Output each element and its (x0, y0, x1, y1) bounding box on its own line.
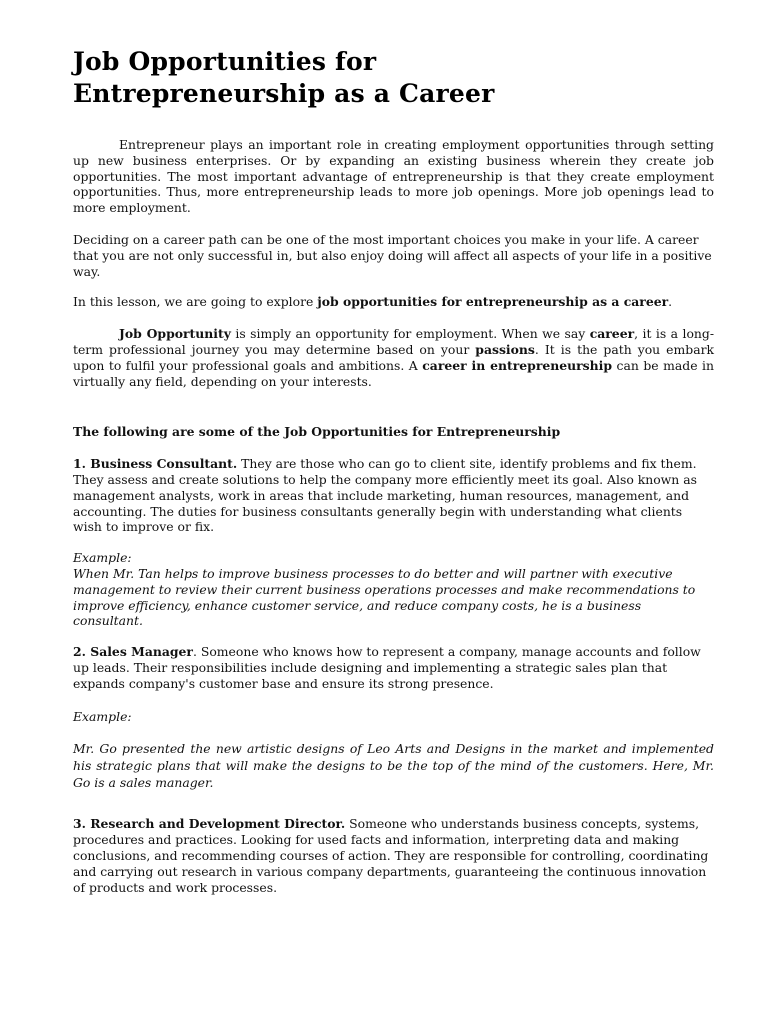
title-line-2: Entrepreneurship as a Career (73, 79, 495, 108)
definition-text-3: . It is the path you embark upon to fulfil your professional goals and ambitions. A (73, 341, 715, 373)
term-career: career (589, 326, 635, 342)
item-3-title: 3. Research and Development Director. (73, 816, 346, 832)
intro-paragraph-3 (73, 294, 714, 310)
document-page (73, 46, 714, 895)
intro-paragraph-1: Entrepreneur plays an important role in creating employment opportunities through setting up new business enterprises. Or by expanding an existing business wherein they create job opportunities. The most important advantage of entrepreneurship is that they create employment opportunities. Thus, more entrepreneurship leads to more job openings. More job openings lead to more employment. (73, 137, 714, 216)
item-research-development-director (73, 816, 714, 895)
definition-text-2: , it is a long-term professional journey you may determine based on your (73, 326, 714, 357)
item-sales-manager (73, 644, 714, 691)
item-1-body: They are those who can go to client site, identify problems and fix them. They assess and create solutions to help the company more efficiently meet its goal. Also known as management analysts, work in areas that include marketing, human resources, management, and accounting. The duties for business consultants generally begin with understanding what clients wish to improve or fix. (73, 456, 697, 535)
item-1-title: 1. Business Consultant. (73, 456, 238, 472)
page-title (73, 46, 714, 110)
intro-paragraph-2: Deciding on a career path can be one of the most important choices you make in your life. A career that you are not only successful in, but also enjoy doing will affect all aspects of your life in a positive way. (73, 231, 712, 279)
intro-p3-post: . (668, 294, 673, 310)
item-3-body: Someone who understands business concepts, systems, procedures and practices. Looking for used facts and information, interpreting data and making conclusions, and recommending courses of action. They are responsible for controlling, coordinating and carrying out research in various company departments, guaranteeing the continuous innovation of products and work processes. (73, 816, 709, 895)
term-job-opportunity: Job Opportunity (119, 326, 231, 342)
term-passions: passions (475, 341, 535, 357)
list-heading (73, 424, 714, 440)
item-2-example-label: Example: (73, 708, 132, 724)
item-2-body: . Someone who knows how to represent a company, manage accounts and follow up leads. Their responsibilities include designing and implementing a strategic sales plan that expands company's customer base and ensure its strong presence. (73, 644, 701, 691)
term-career-in-entrepreneurship: career in entrepreneurship (422, 357, 613, 373)
definition-paragraph (73, 326, 714, 389)
list-heading-text: The following are some of the Job Opportunities for Entrepreneurship (73, 424, 561, 440)
item-2-example-text: Mr. Go presented the new artistic designs of Leo Arts and Designs in the market and implemented his strategic plans that will make the designs to be the top of the mind of the customers. Here, Mr. Go is a sales manager. (73, 741, 714, 791)
intro-p3-pre: In this lesson, we are going to explore (73, 294, 318, 310)
item-1-example-text: When Mr. Tan helps to improve business processes to do better and will partner with executive management to review their current business operations processes and make recommendations to improve efficiency, enhance customer service, and reduce company costs, he is a business consultant. (73, 565, 696, 629)
item-2-title: 2. Sales Manager (73, 644, 193, 660)
definition-text-1: is simply an opportunity for employment. When we say (230, 326, 590, 342)
title-line-1: Job Opportunities for (73, 47, 377, 76)
item-1-example-label: Example: (73, 550, 132, 566)
definition-text-4: can be made in virtually any field, depending on your interests. (73, 357, 715, 389)
intro-p3-bold: job opportunities for entrepreneurship as a career (317, 294, 669, 310)
item-business-consultant (73, 456, 714, 535)
